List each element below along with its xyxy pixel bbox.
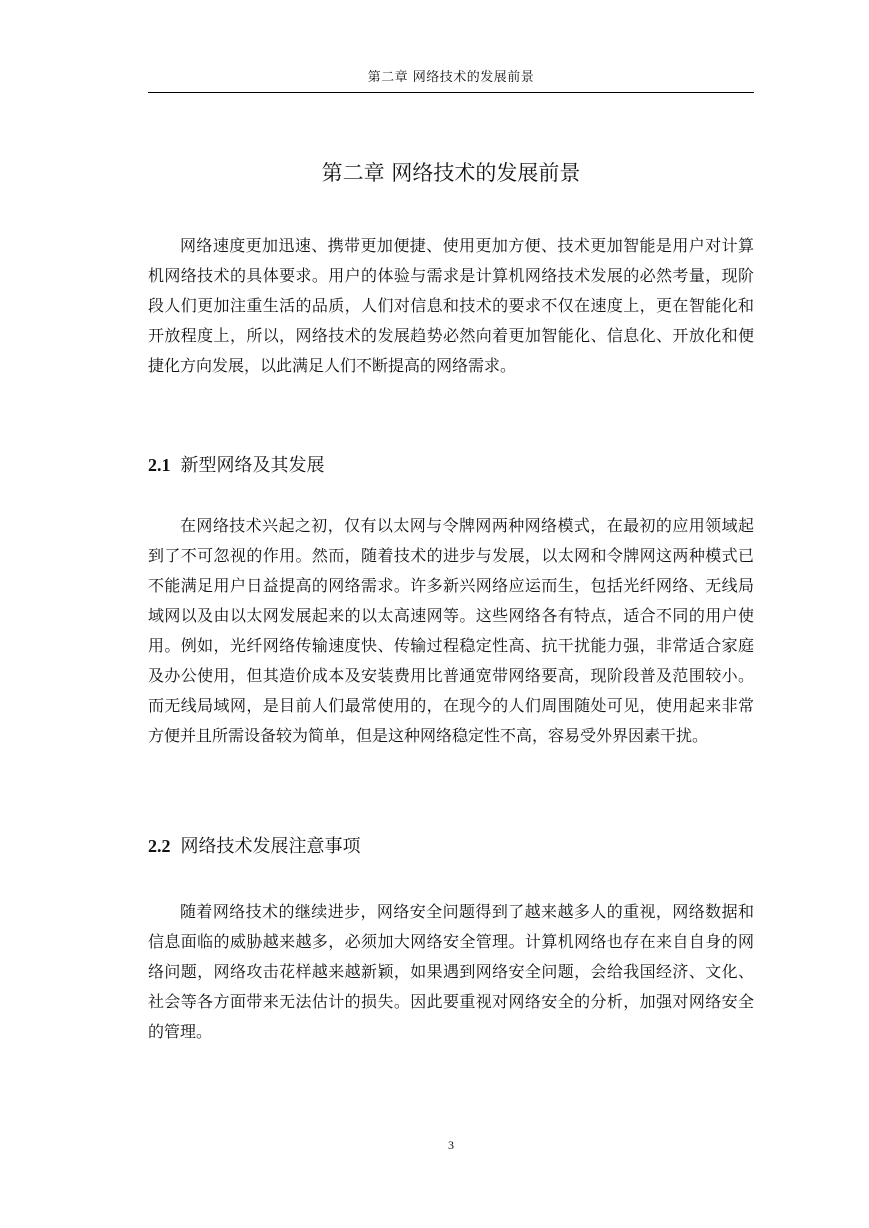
chapter-intro-paragraph: 网络速度更加迅速、携带更加便捷、使用更加方便、技术更加智能是用户对计算机网络技术的具体要求。用户的体验与需求是计算机网络技术发展的必然考量，现阶段人们更加注重生活的品质，人们对信息和技术的要求不仅在速度上，更在智能化和开放程度上，所以，网络技术的发展趋势必然向着更加智能化、信息化、开放化和便捷化方向发展，以此满足人们不断提高的网络需求。 [148,236,754,375]
section-heading-2-1 [148,452,754,479]
section-number: 2.1 [148,455,171,475]
section-heading-2-2 [148,833,754,860]
page-number: 3 [448,1138,454,1152]
section-2-2-paragraph: 随着网络技术的继续进步，网络安全问题得到了越来越多人的重视，网络数据和信息面临的威胁越来越多，必须加大网络安全管理。计算机网络也存在来自自身的网络问题，网络攻击花样越来越新颖，如果遇到网络安全问题，会给我国经济、文化、社会等各方面带来无法估计的损失。因此要重视对网络安全的分析，加强对网络安全的管理。 [148,902,754,1041]
running-header: 第二章 网络技术的发展前景 [367,70,535,85]
section-2-1-paragraph: 在网络技术兴起之初，仅有以太网与令牌网两种网络模式，在最初的应用领域起到了不可忽视的作用。然而，随着技术的进步与发展，以太网和令牌网这两种模式已不能满足用户日益提高的网络需求。许多新兴网络应运而生，包括光纤网络、无线局域网以及由以太网发展起来的以太高速网等。这些网络各有特点，适合不同的用户使用。例如，光纤网络传输速度快、传输过程稳定性高、抗干扰能力强，非常适合家庭及办公使用，但其造价成本及安装费用比普通宽带网络要高，现阶段普及范围较小。而无线局域网，是目前人们最常使用的，在现今的人们周围随处可见，使用起来非常方便并且所需设备较为简单，但是这种网络稳定性不高，容易受外界因素干扰。 [148,516,754,745]
section-title: 网络技术发展注意事项 [180,836,361,857]
section-title: 新型网络及其发展 [180,455,325,476]
section-number: 2.2 [148,836,171,856]
chapter-title: 第二章 网络技术的发展前景 [321,161,581,185]
header-rule [148,92,754,93]
